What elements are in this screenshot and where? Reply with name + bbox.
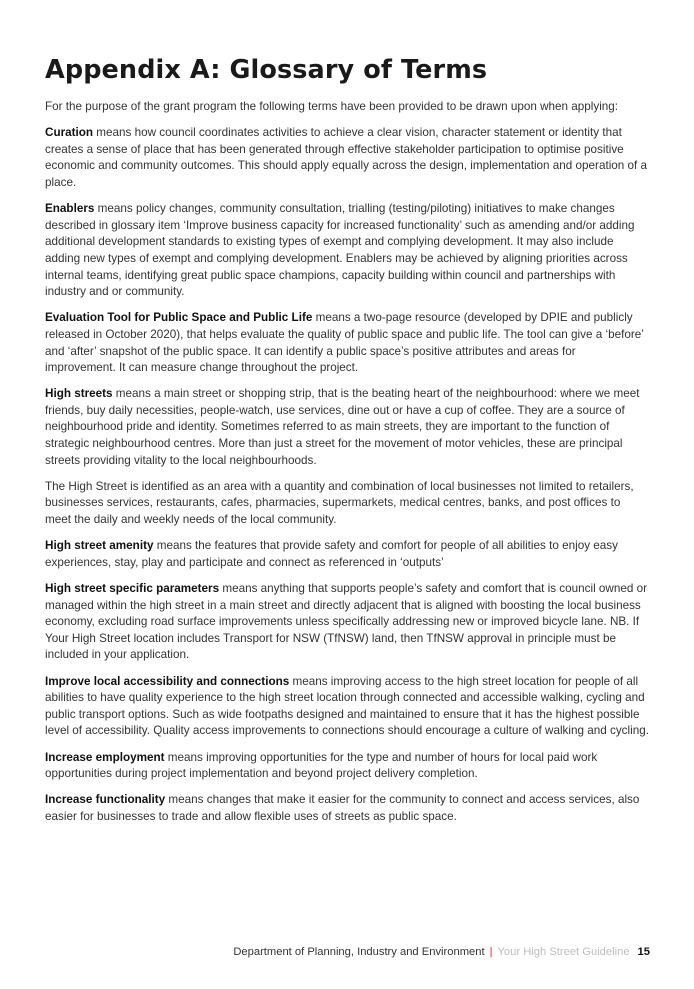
glossary-definition: means improving opportunities for the type and number of hours for local paid work opportunities during project implementation and beyond project delivery completion. (45, 750, 598, 781)
intro-paragraph: For the purpose of the grant program the following terms have been provided to be drawn upon when applying: (45, 100, 619, 113)
glossary-definition: means the features that provide safety and comfort for people of all abilities to enjoy easy experiences, stay, play and participate and connect as referenced in ‘outputs’ (45, 539, 618, 569)
glossary-page (45, 52, 649, 835)
glossary-entry-high-streets (45, 386, 649, 469)
glossary-definition: means changes that make it easier for the community to connect and access services, also easier for businesses to trade and allow flexible uses of streets as public space. (45, 793, 640, 823)
page-number: 15 (637, 946, 650, 958)
glossary-entry-evaluation-tool (45, 310, 649, 376)
glossary-term: Increase functionality (45, 793, 166, 807)
glossary-definition: means how council coordinates activities to achieve a clear vision, character statement or identity that creates a sense of place that has been generated through effective stakeholder participation to optimise positive economic and community outcomes. This should apply equally across the design, implementation and operation of a place. (45, 126, 648, 189)
glossary-definition: means policy changes, community consultation, trialling (testing/piloting) initiatives to make changes described in glossary item ‘Improve business capacity for increased functionality’ such as amending and/or adding additional development standards to existing types of exempt and complying development. It may also include adding new types of exempt and complying development. Enablers may be achieved by aligning priorities across internal teams, identifying great public space champions, capacity building within council and partnerships with industry and or community. (45, 202, 635, 299)
glossary-entry-increase-employment (45, 750, 649, 783)
footer-guide-title: Your High Street Guideline (497, 946, 630, 958)
glossary-definition: means anything that supports people’s safety and comfort that is council owned or managed within the high street in a main street and directly adjacent that is aligned with boosting the local business economy, excluding road surface improvements unless specifically addressing new or improved bicycle lane. NB. If Your High Street location includes Transport for NSW (TfNSW) land, then TfNSW approval in principle must be included in your application. (45, 582, 648, 662)
glossary-term: High street specific parameters (45, 582, 220, 595)
glossary-term: Curation (45, 126, 94, 140)
footer-department: Department of Planning, Industry and Environment (233, 946, 485, 958)
glossary-entry-curation (45, 125, 649, 191)
glossary-term: Increase employment (45, 750, 165, 764)
glossary-definition: means a two-page resource (developed by DPIE and publicly released in October 2020), that helps evaluate the quality of public space and public life. The tool can give a ‘before’ and ‘after’ snapshot of the public space. It can identify a public space’s positive attributes and areas for improvement. It can measure change throughout the project. (45, 311, 644, 375)
glossary-definition: means a main street or shopping strip, that is the beating heart of the neighbourhood: where we meet friends, buy daily necessities, people-watch, use services, dine out or have a cup of coffee. They are a source of neighbourhood pride and identity. Sometimes referred to as main streets, they are important to the function of strategic neighbourhood centres. More than just a street for the movement of motor vehicles, these are principal streets providing vitality to the local neighbourhoods. (45, 387, 640, 467)
glossary-entry-high-street-parameters (45, 581, 649, 664)
page-title: Appendix A: Glossary of Terms (45, 55, 488, 85)
glossary-entry-high-street-description (45, 479, 649, 529)
glossary-term: High street amenity (45, 539, 154, 553)
glossary-definition: The High Street is identified as an area with a quantity and combination of local businesses not limited to retailers, businesses services, restaurants, cafes, pharmacies, supermarkets, medical centres, banks, and post offices to meet the daily and weekly needs of the local community. (45, 479, 634, 527)
glossary-entry-enablers (45, 201, 649, 301)
footer-separator: | (489, 946, 493, 958)
glossary-entry-local-accessibility (45, 674, 649, 740)
glossary-definition: means improving access to the high street location for people of all abilities to have quality experience to the high street location through connected and accessible walking, cycling and public transport options. Such as wide footpaths designed and maintained to ensure that it has the highest possible level of accessibility. Quality access improvements to connections should encourage a culture of walking and cycling. (45, 674, 649, 738)
glossary-term: Improve local accessibility and connections (45, 674, 290, 688)
glossary-entry-increase-functionality (45, 792, 649, 825)
glossary-term: Evaluation Tool for Public Space and Public Life (45, 311, 313, 325)
glossary-entry-high-street-amenity (45, 538, 649, 571)
page-footer (233, 946, 650, 958)
glossary-term: Enablers (45, 202, 95, 216)
glossary-term: High streets (45, 387, 113, 401)
